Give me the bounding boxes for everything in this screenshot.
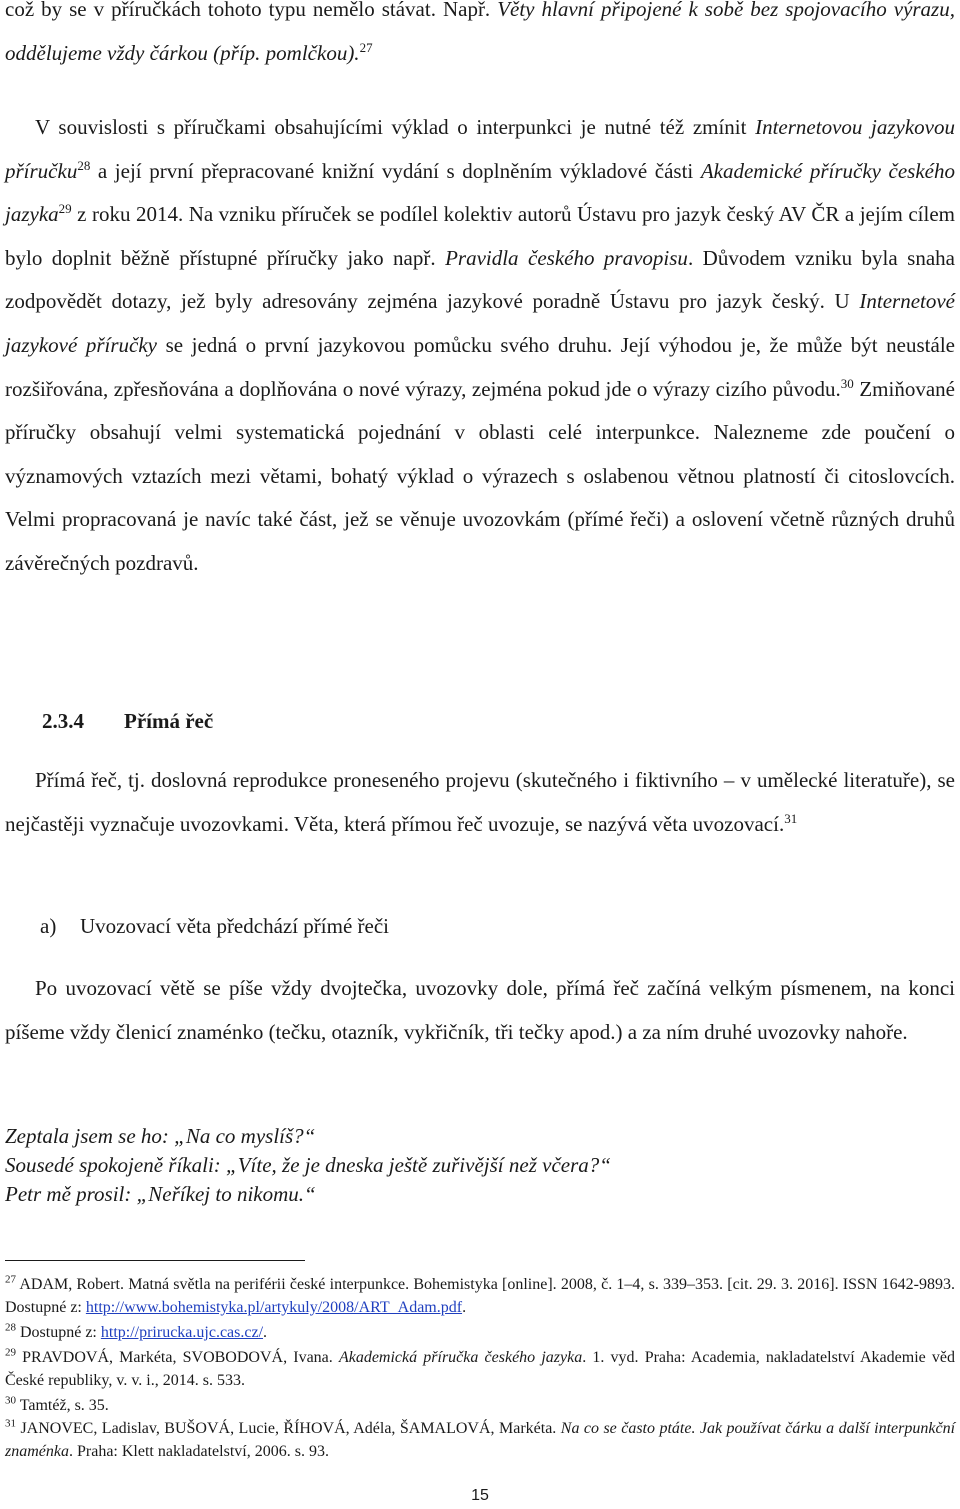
paragraph-handbooks [5, 106, 955, 586]
text-run: Přímá řeč, tj. doslovná reprodukce proneseného projevu (skutečného i fiktivního – v umělecké literatuře), se nejčastěji vyznačuje uvozovkami. Věta, která přímou řeč uvozuje, se nazývá věta uvozovací. [5, 768, 955, 836]
paragraph-continuation [5, 0, 955, 75]
footnote-text: Dostupné z: [16, 1324, 101, 1341]
footnote-27 [5, 1274, 955, 1320]
footnote-ref-30[interactable]: 30 [840, 375, 854, 391]
footnote-link[interactable]: http://www.bohemistyka.pl/artykuly/2008/ART_Adam.pdf [85, 1298, 463, 1316]
footnote-text: Tamtéž, s. 35. [16, 1397, 109, 1414]
footnote-text: . 1. vyd. Praha: Academia, nakladatelství Akademie věd České republiky, v. v. i., 2014. s. 533. [5, 1349, 956, 1389]
subheading [40, 914, 389, 939]
text-run: z roku 2014. Na vzniku příruček se podílel kolektiv autorů Ústavu pro jazyk český AV ČR a jejím cílem bylo doplnit běžně přístupné příručky jako např. [5, 202, 955, 270]
italic-title: Internetové jazykové příručky [5, 289, 955, 357]
text-run: což by se v příručkách tohoto typu nemělo stávat. Např. [5, 0, 498, 21]
footnote-number: 27 [5, 1273, 16, 1286]
footnote-italic-title: Akademická příručka českého jazyka [338, 1349, 583, 1366]
footnote-31 [5, 1418, 955, 1464]
example-line: Zeptala jsem se ho: „Na co myslíš?“ [5, 1124, 316, 1148]
footnote-text: . [462, 1298, 467, 1316]
paragraph-direct-speech [5, 759, 955, 846]
section-title: Přímá řeč [124, 709, 214, 733]
text-run: Zmiňované příručky obsahují velmi systematická pojednání v oblasti celé interpunkce. Nalezneme zde poučení o významových vztazích mezi větami, bohatý výklad o výrazech s oslabenou větnou platností či citoslovcích. Velmi propracovaná je navíc také část, jež se věnuje uvozovkám (přímé řeči) a oslovení včetně různých druhů závěrečných pozdravů. [5, 376, 955, 575]
page-number: 15 [471, 1487, 489, 1504]
subheading-letter: a) [40, 914, 57, 938]
section-heading [42, 709, 213, 734]
section-number: 2.3.4 [42, 709, 84, 733]
italic-title: Pravidla českého pravopisu [445, 245, 688, 270]
italic-quote: Věty hlavní připojené k sobě bez spojovacího výrazu, oddělujeme vždy čárkou (příp. pomlčkou). [5, 0, 955, 65]
footnote-number: 29 [5, 1346, 16, 1359]
footnote-text: JANOVEC, Ladislav, BUŠOVÁ, Lucie, ŘÍHOVÁ, Adéla, ŠAMALOVÁ, Markéta. [16, 1420, 561, 1437]
text-run: . Důvodem vzniku byla snaha zodpovědět dotazy, jež byly adresovány zejména jazykové poradně Ústavu pro jazyk český. U [5, 245, 955, 314]
footnote-text: . Praha: Klett nakladatelství, 2006. s. 93. [68, 1442, 329, 1460]
italic-title: Akademické příručky českého jazyka [5, 158, 955, 227]
footnote-text: . [263, 1324, 268, 1341]
footnote-link[interactable]: http://prirucka.ujc.cas.cz/ [100, 1324, 264, 1341]
footnote-number: 28 [5, 1321, 16, 1334]
italic-title: Internetovou jazykovou příručku [5, 115, 955, 183]
footnote-italic-title: Na co se často ptáte. Jak používat čárku a další interpunkční znaménka [5, 1420, 956, 1460]
footnote-ref-27[interactable]: 27 [359, 39, 373, 55]
footnote-number: 30 [5, 1394, 16, 1407]
footnote-text: PRAVDOVÁ, Markéta, SVOBODOVÁ, Ivana. [16, 1349, 339, 1366]
footnote-separator [5, 1260, 305, 1261]
footnote-29 [5, 1347, 955, 1393]
example-line: Sousedé spokojeně říkali: „Víte, že je dneska ještě zuřivější než včera?“ [5, 1153, 611, 1177]
text-run: V souvislosti s příručkami obsahujícími výklad o interpunkci je nutné též zmínit [35, 115, 756, 139]
footnote-text: ADAM, Robert. Matná světla na periférii české interpunkce. Bohemistyka [online]. 2008, č. 1–4, s. 339–353. [cit. 29. 3. 2016]. ISSN 1642-9893. Dostupné z: [5, 1276, 955, 1316]
paragraph-rules: Po uvozovací větě se píše vždy dvojtečka, uvozovky dole, přímá řeč začíná velkým písmenem, na konci píšeme vždy členicí znaménko (tečku, otazník, vykřičník, tři tečky apod.) a za ním druhé uvozovky nahoře. [5, 976, 955, 1044]
example-line: Petr mě prosil: „Neříkej to nikomu.“ [5, 1182, 316, 1206]
subheading-title: Uvozovací věta předchází přímé řeči [80, 914, 390, 938]
footnote-30 [5, 1395, 955, 1418]
footnote-28 [5, 1322, 955, 1345]
footnote-number: 31 [5, 1417, 16, 1430]
footnote-ref-29[interactable]: 29 [58, 201, 72, 217]
text-run: a její první přepracované knižní vydání s doplněním výkladové části [90, 158, 701, 183]
text-run: se jedná o první jazykovou pomůcku svého druhu. Její výhodou je, že může být neustále rozšiřována, zpřesňována a doplňována o nové výrazy, zejména pokud jde o výrazy cizího původu. [5, 332, 955, 401]
footnote-ref-31[interactable]: 31 [784, 810, 798, 826]
footnote-ref-28[interactable]: 28 [77, 157, 91, 173]
